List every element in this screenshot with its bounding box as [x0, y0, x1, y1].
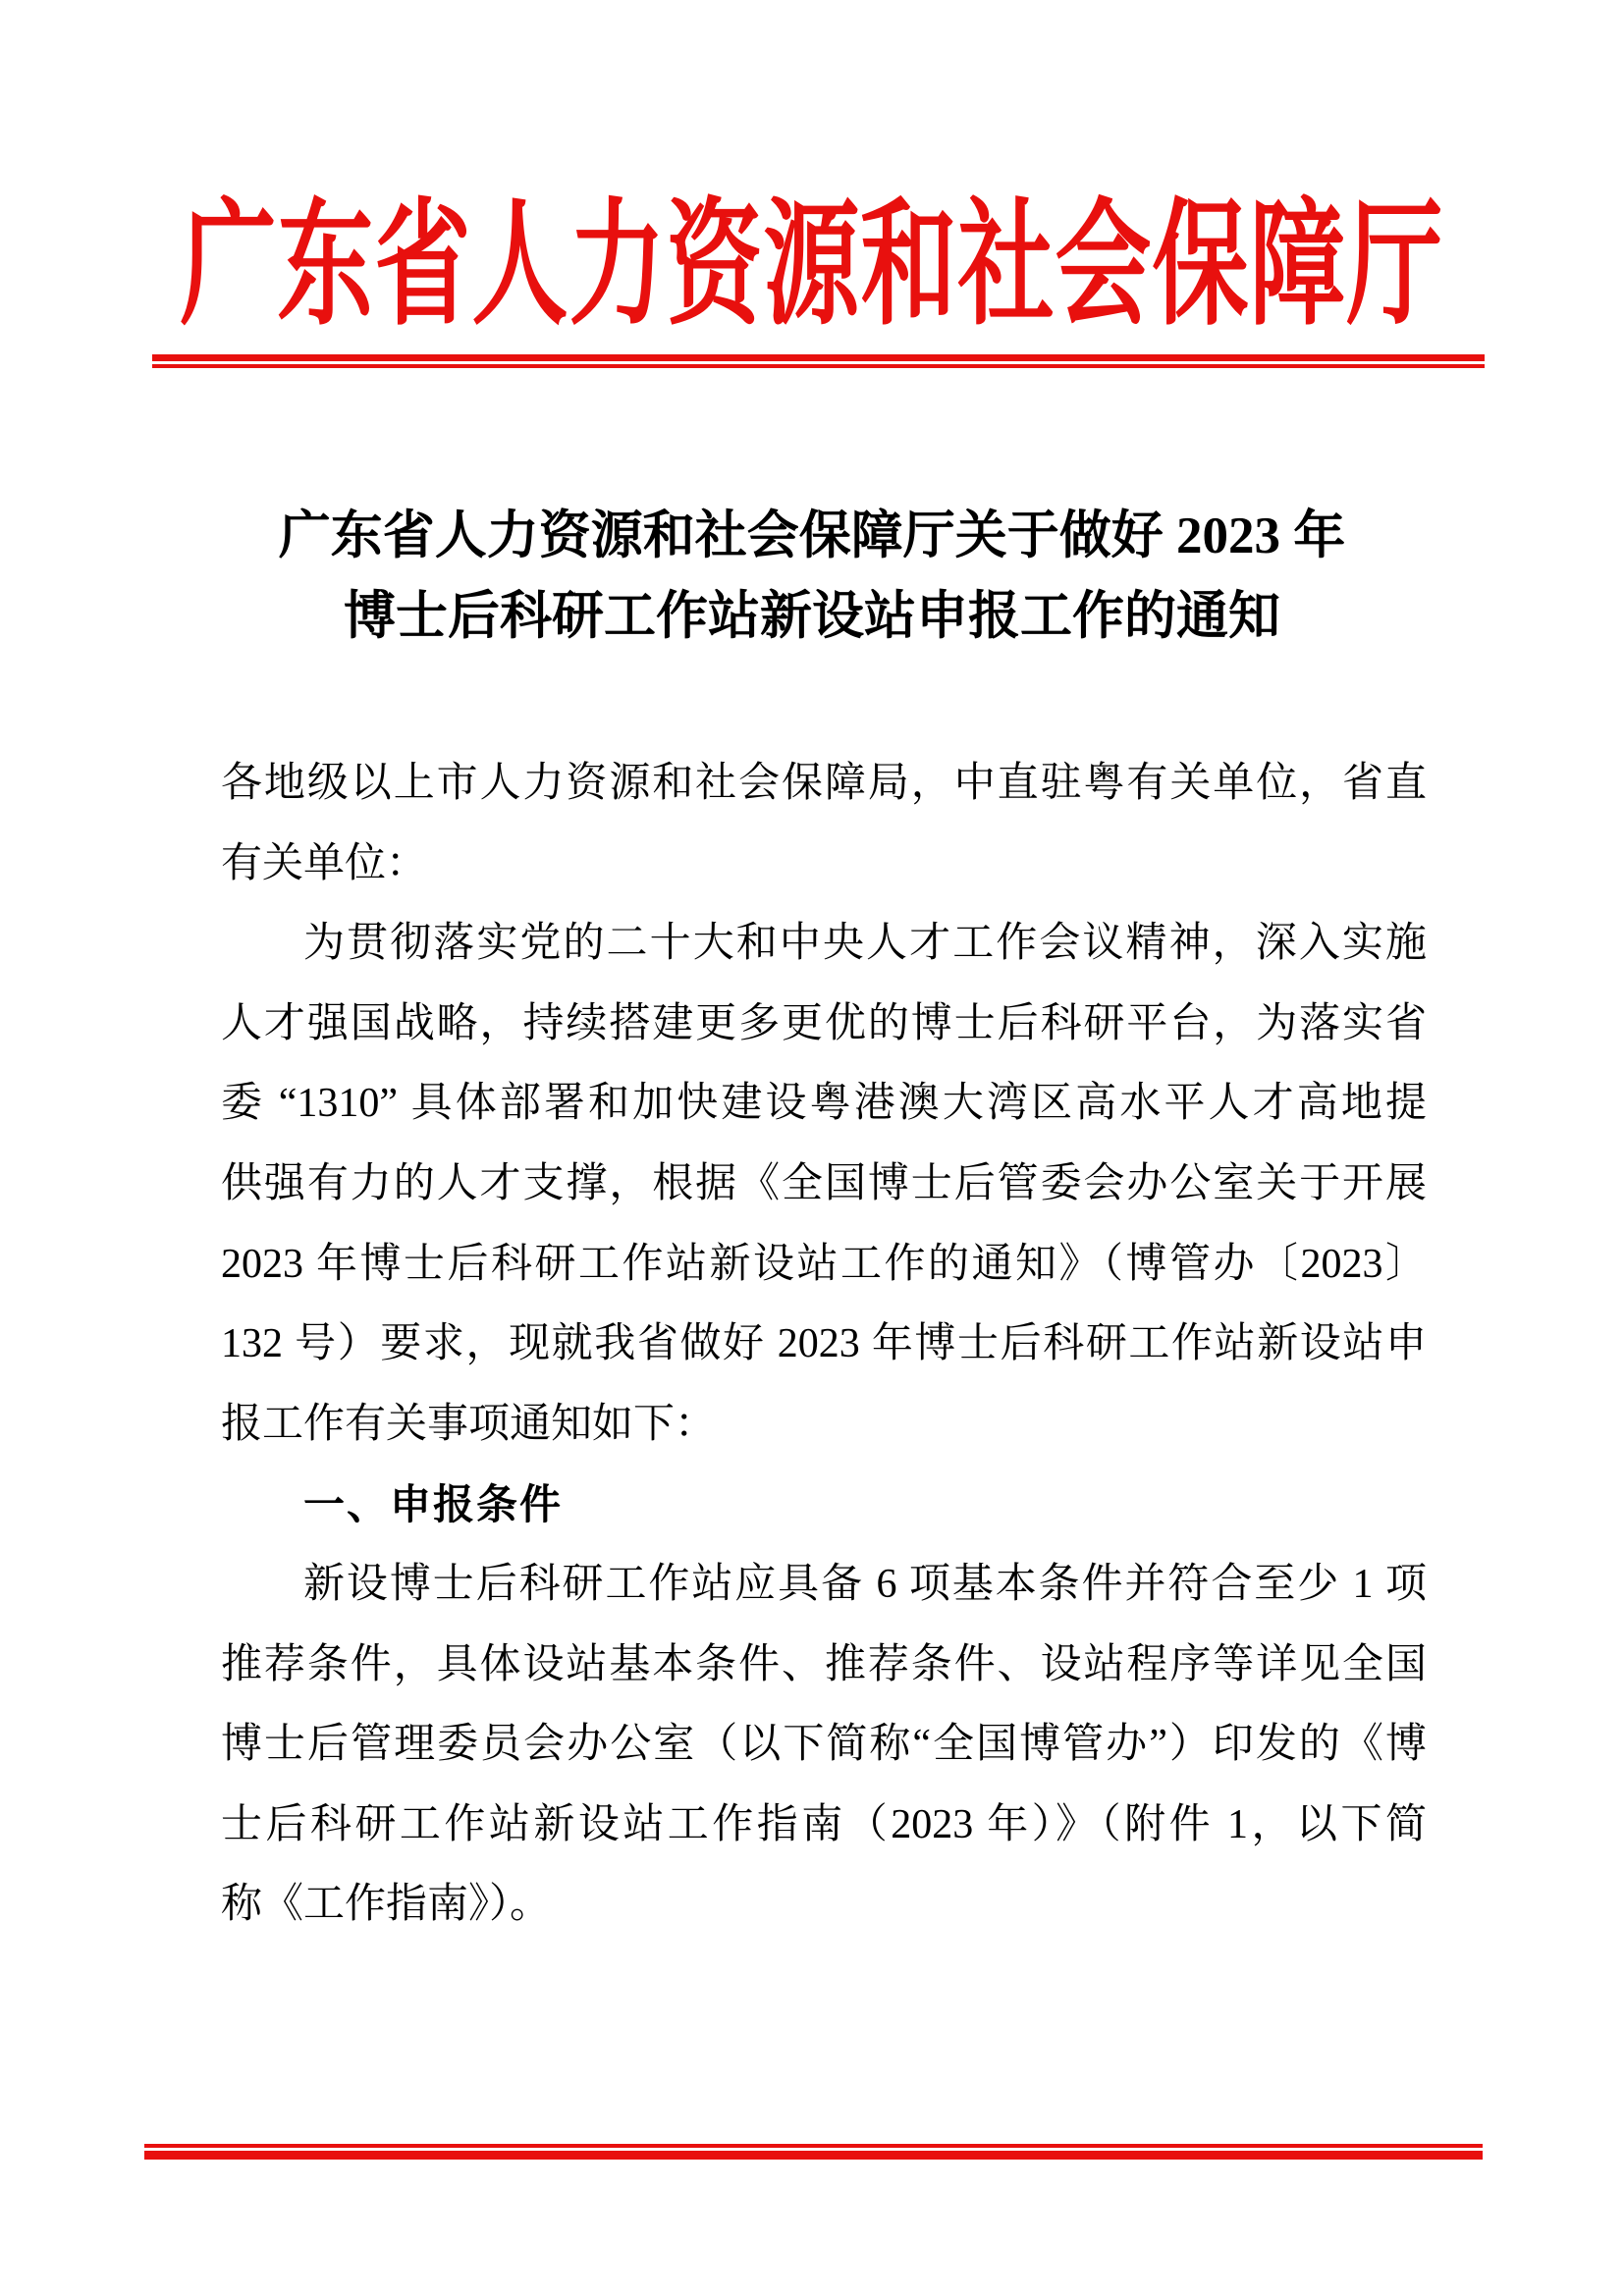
body-line: 委 “1310” 具体部署和加快建设粤港澳大湾区高水平人才高地提: [221, 1081, 1427, 1127]
letterhead-agency-name: 广东省人力资源和社会保障厅: [180, 191, 1444, 343]
letterhead-double-rule: [152, 354, 1485, 368]
letterhead: [0, 188, 1624, 346]
rule-thick-bar: [144, 2151, 1483, 2160]
document-title-line-1: 广东省人力资源和社会保障厅关于做好 2023 年: [278, 507, 1346, 564]
document-title: [0, 496, 1624, 657]
document-title-line-2: 博士后科研工作站新设站申报工作的通知: [344, 588, 1280, 645]
body-line: 2023 年博士后科研工作站新设站工作的通知》（博管办〔2023〕: [221, 1241, 1427, 1287]
body-line: 报工作有关事项通知如下：: [221, 1401, 717, 1447]
body-line: 132 号）要求，现就我省做好 2023 年博士后科研工作站新设站申: [221, 1321, 1427, 1367]
body-text: [221, 744, 1427, 1946]
body-line: 各地级以上市人力资源和社会保障局，中直驻粤有关单位，省直: [221, 761, 1427, 806]
body-line: 为贯彻落实党的二十大和中央人才工作会议精神，深入实施: [303, 921, 1427, 967]
footer-double-rule: [144, 2144, 1483, 2160]
body-line: 称《工作指南》）。: [221, 1882, 552, 1928]
body-line: 人才强国战略，持续搭建更多更优的博士后科研平台，为落实省: [221, 1000, 1427, 1046]
body-line: 供强有力的人才支撑，根据《全国博士后管委会办公室关于开展: [221, 1160, 1427, 1206]
section-heading: 一、申报条件: [303, 1481, 564, 1528]
rule-thin-bar: [152, 364, 1485, 368]
rule-thick-bar: [152, 354, 1485, 361]
body-line: 博士后管理委员会办公室（以下简称“全国博管办”）印发的《博: [221, 1722, 1427, 1768]
body-line: 士后科研工作站新设站工作指南（2023 年）》（附件 1，以下简: [221, 1801, 1427, 1847]
body-line: 新设博士后科研工作站应具备 6 项基本条件并符合至少 1 项: [303, 1561, 1427, 1607]
body-line: 有关单位：: [221, 840, 428, 886]
body-line: 推荐条件，具体设站基本条件、推荐条件、设站程序等详见全国: [221, 1641, 1427, 1687]
